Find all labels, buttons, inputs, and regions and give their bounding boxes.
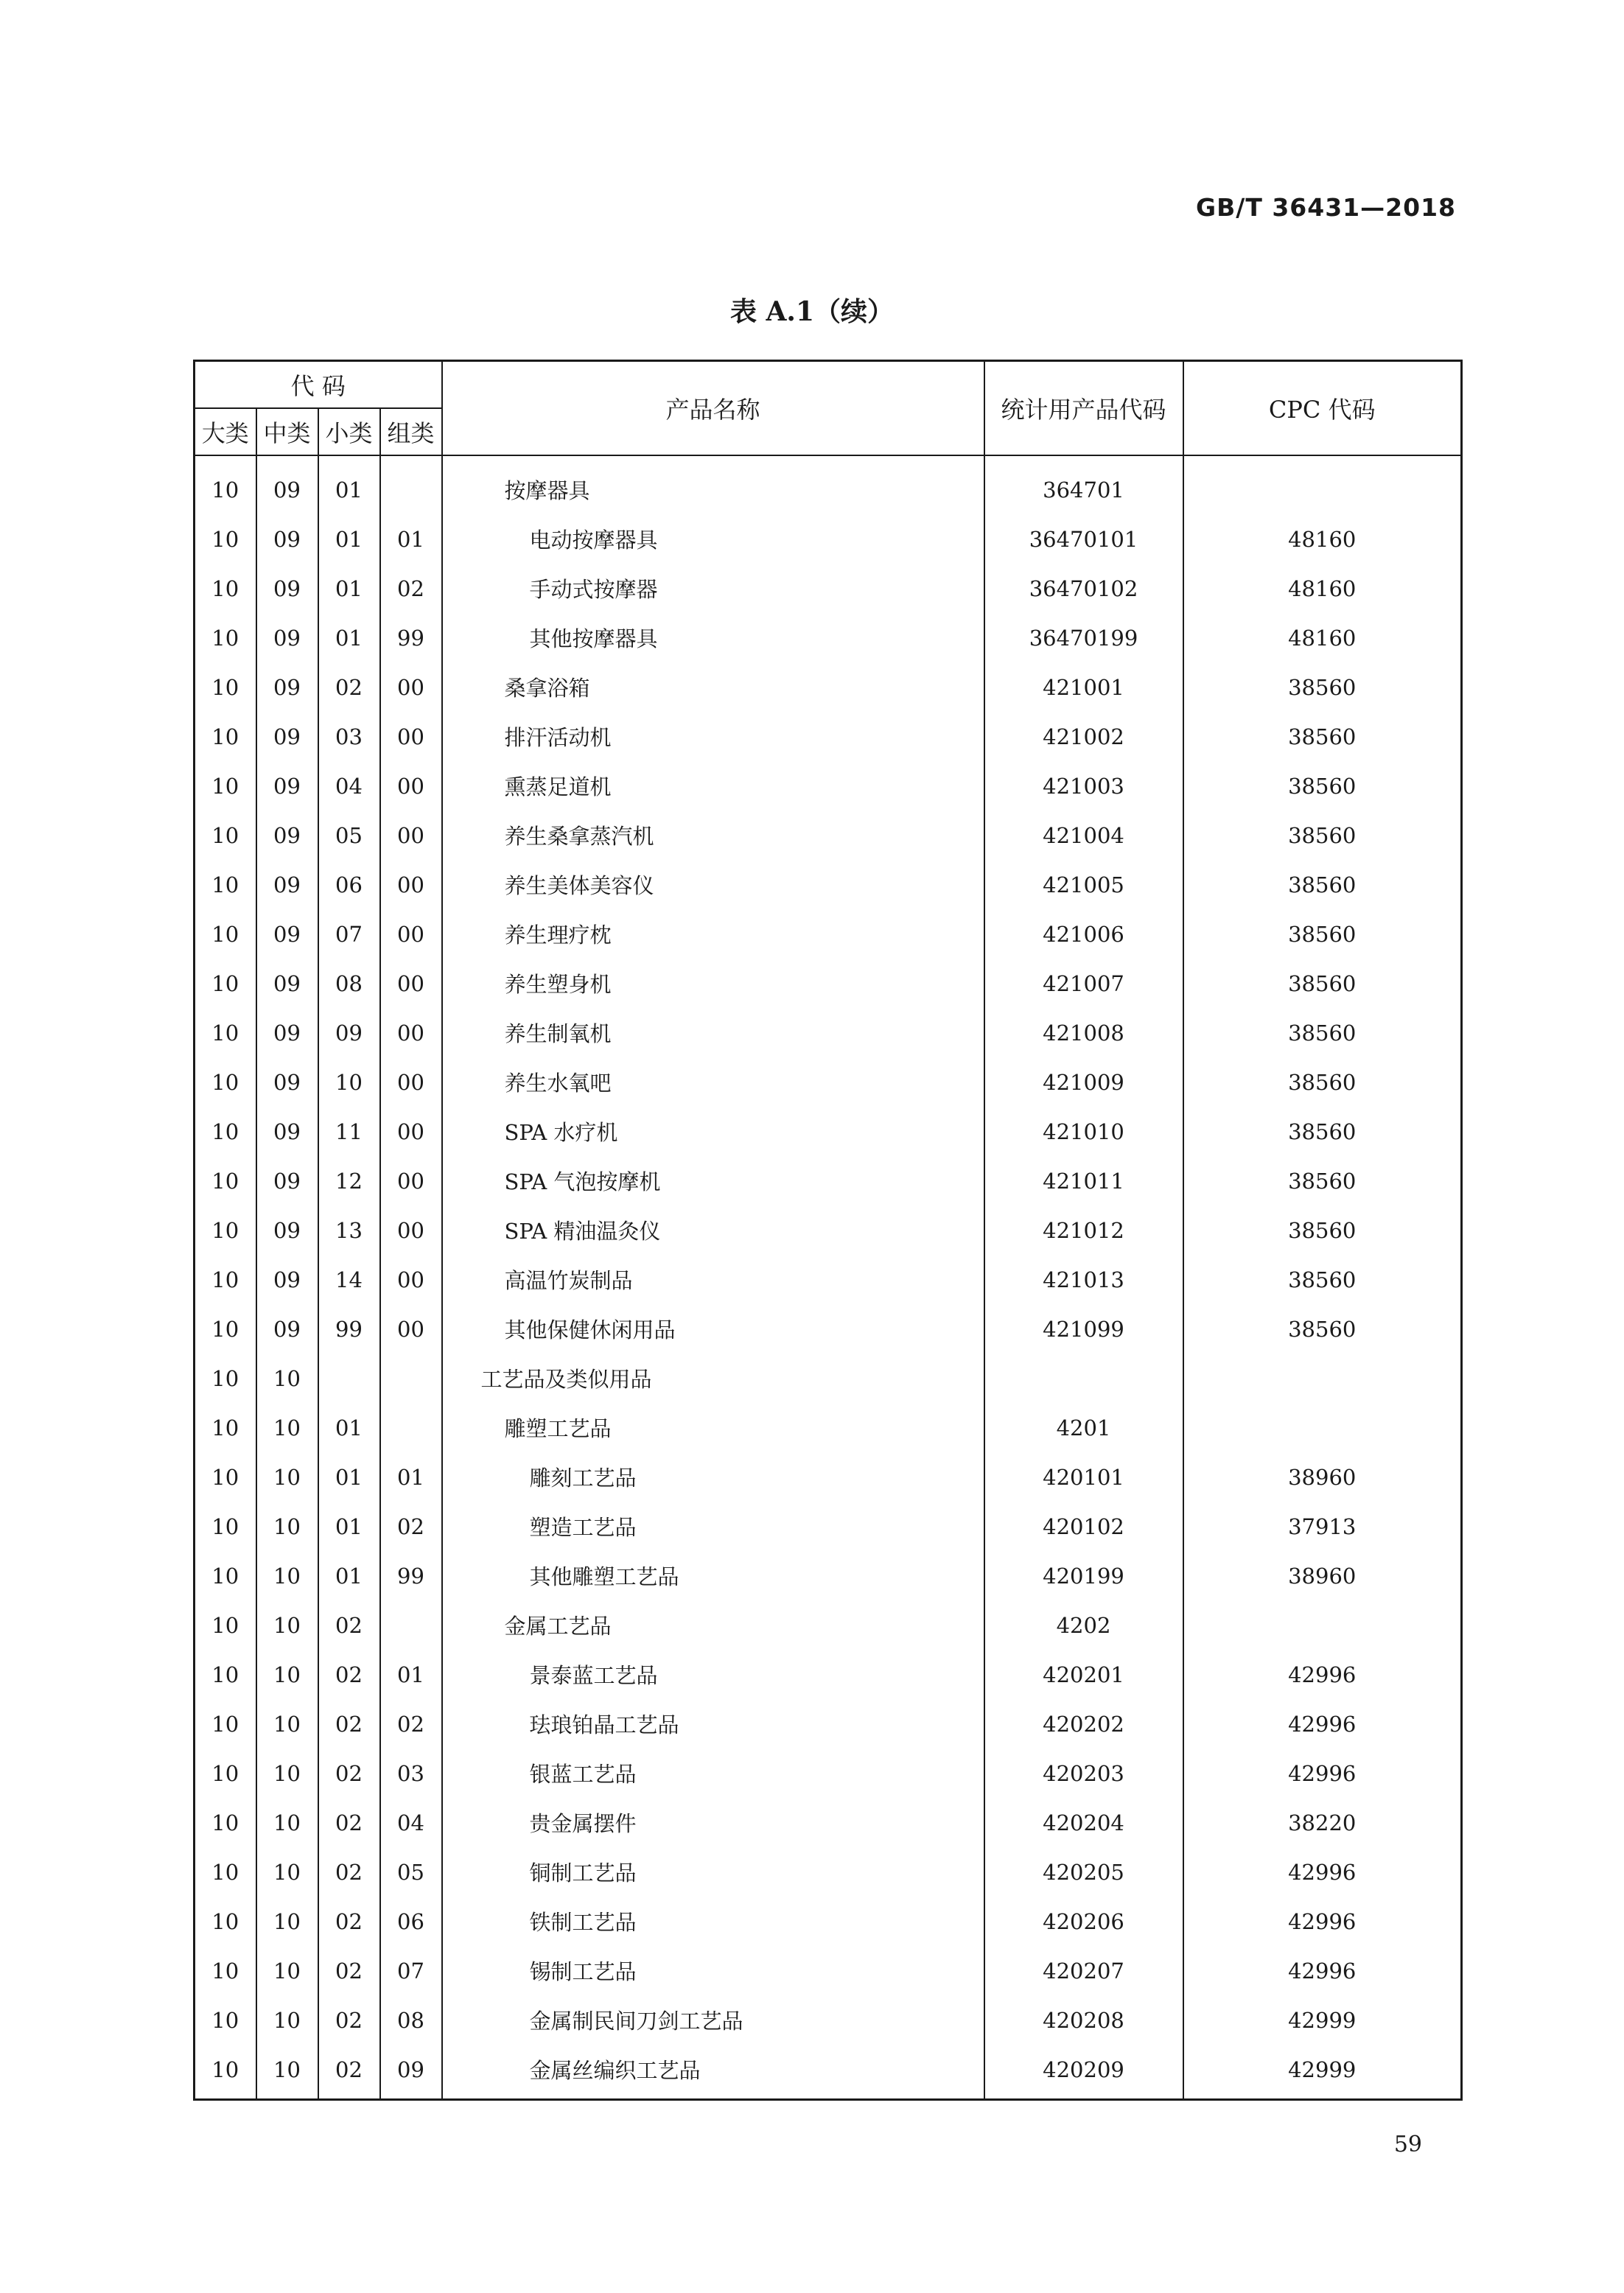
- major-class-cell: 10: [195, 1304, 256, 1354]
- product-name-cell: 雕刻工艺品: [442, 1452, 984, 1502]
- major-class-cell: 10: [195, 1057, 256, 1107]
- product-name-cell: 锡制工艺品: [442, 1946, 984, 1995]
- minor-class-cell: 11: [318, 1107, 380, 1156]
- table-row: [195, 1304, 1462, 1354]
- table-row: [195, 1551, 1462, 1600]
- medium-class-cell: 09: [256, 662, 318, 712]
- stat-code-cell: 36470102: [984, 564, 1183, 613]
- minor-class-cell: 12: [318, 1156, 380, 1205]
- cpc-code-cell: 38560: [1183, 1255, 1462, 1304]
- medium-class-cell: 10: [256, 1650, 318, 1699]
- major-class-cell: 10: [195, 1551, 256, 1600]
- group-class-cell: 00: [380, 662, 442, 712]
- table-row: [195, 514, 1462, 564]
- table-row: [195, 811, 1462, 860]
- group-class-cell: [380, 455, 442, 514]
- minor-class-cell: 02: [318, 662, 380, 712]
- stat-code-cell: 421003: [984, 761, 1183, 811]
- major-class-header: 大类: [195, 408, 256, 455]
- major-class-cell: 10: [195, 1650, 256, 1699]
- medium-class-cell: 09: [256, 613, 318, 662]
- table-row: [195, 564, 1462, 613]
- minor-class-cell: 01: [318, 1452, 380, 1502]
- stat-code-cell: 420101: [984, 1452, 1183, 1502]
- major-class-cell: 10: [195, 811, 256, 860]
- table-row: [195, 712, 1462, 761]
- major-class-cell: 10: [195, 514, 256, 564]
- minor-class-cell: 10: [318, 1057, 380, 1107]
- table-row: [195, 860, 1462, 909]
- minor-class-cell: 08: [318, 959, 380, 1008]
- stat-code-cell: 4201: [984, 1403, 1183, 1452]
- medium-class-cell: 09: [256, 1107, 318, 1156]
- major-class-cell: 10: [195, 1107, 256, 1156]
- major-class-cell: 10: [195, 613, 256, 662]
- minor-class-cell: 02: [318, 1600, 380, 1650]
- cpc-code-cell: 38560: [1183, 761, 1462, 811]
- table-row: [195, 1502, 1462, 1551]
- major-class-cell: 10: [195, 1798, 256, 1847]
- product-name-cell: SPA 水疗机: [442, 1107, 984, 1156]
- product-name-cell: 雕塑工艺品: [442, 1403, 984, 1452]
- medium-class-cell: 09: [256, 1255, 318, 1304]
- minor-class-cell: 02: [318, 1946, 380, 1995]
- stat-code-cell: 421004: [984, 811, 1183, 860]
- stat-code-cell: 421006: [984, 909, 1183, 959]
- cpc-code-cell: 38560: [1183, 1304, 1462, 1354]
- cpc-code-header: CPC 代码: [1183, 361, 1462, 456]
- cpc-code-cell: 38560: [1183, 662, 1462, 712]
- cpc-code-cell: 38560: [1183, 712, 1462, 761]
- table-row: [195, 1008, 1462, 1057]
- product-name-cell: 手动式按摩器: [442, 564, 984, 613]
- stat-code-cell: 421012: [984, 1205, 1183, 1255]
- minor-class-cell: 05: [318, 811, 380, 860]
- group-class-cell: 02: [380, 1699, 442, 1748]
- medium-class-cell: 09: [256, 1205, 318, 1255]
- major-class-cell: 10: [195, 1156, 256, 1205]
- product-name-cell: 银蓝工艺品: [442, 1748, 984, 1798]
- medium-class-cell: 10: [256, 1847, 318, 1897]
- cpc-code-cell: 42996: [1183, 1748, 1462, 1798]
- major-class-cell: 10: [195, 1600, 256, 1650]
- major-class-cell: 10: [195, 1502, 256, 1551]
- product-name-cell: 养生桑拿蒸汽机: [442, 811, 984, 860]
- stat-code-cell: 420205: [984, 1847, 1183, 1897]
- medium-class-cell: 09: [256, 514, 318, 564]
- group-class-cell: 04: [380, 1798, 442, 1847]
- table-row: [195, 1354, 1462, 1403]
- minor-class-cell: 02: [318, 1798, 380, 1847]
- group-class-cell: 06: [380, 1897, 442, 1946]
- cpc-code-cell: [1183, 455, 1462, 514]
- product-name-cell: 高温竹炭制品: [442, 1255, 984, 1304]
- group-class-cell: 05: [380, 1847, 442, 1897]
- medium-class-cell: 10: [256, 2045, 318, 2100]
- cpc-code-cell: 42999: [1183, 1995, 1462, 2045]
- product-name-cell: 其他保健休闲用品: [442, 1304, 984, 1354]
- group-class-cell: 09: [380, 2045, 442, 2100]
- minor-class-cell: 02: [318, 1650, 380, 1699]
- major-class-cell: 10: [195, 1995, 256, 2045]
- product-name-cell: 工艺品及类似用品: [442, 1354, 984, 1403]
- product-code-table: [193, 360, 1463, 2101]
- table-body: [195, 455, 1462, 2100]
- cpc-code-cell: 38560: [1183, 1205, 1462, 1255]
- group-class-cell: 00: [380, 1107, 442, 1156]
- minor-class-cell: 02: [318, 2045, 380, 2100]
- stat-code-cell: 420199: [984, 1551, 1183, 1600]
- stat-code-cell: 4202: [984, 1600, 1183, 1650]
- medium-class-cell: 10: [256, 1600, 318, 1650]
- cpc-code-cell: [1183, 1354, 1462, 1403]
- standard-number: GB/T 36431—2018: [1196, 193, 1456, 222]
- product-name-cell: 养生美体美容仪: [442, 860, 984, 909]
- group-class-cell: [380, 1600, 442, 1650]
- medium-class-cell: 10: [256, 1748, 318, 1798]
- minor-class-cell: 09: [318, 1008, 380, 1057]
- table-row: [195, 2045, 1462, 2100]
- product-name-cell: 电动按摩器具: [442, 514, 984, 564]
- major-class-cell: 10: [195, 2045, 256, 2100]
- major-class-cell: 10: [195, 860, 256, 909]
- product-name-cell: SPA 精油温灸仪: [442, 1205, 984, 1255]
- code-group-header: 代 码: [195, 361, 442, 409]
- product-name-cell: 贵金属摆件: [442, 1798, 984, 1847]
- group-class-cell: 00: [380, 860, 442, 909]
- stat-code-cell: 420204: [984, 1798, 1183, 1847]
- cpc-code-cell: 38960: [1183, 1551, 1462, 1600]
- group-class-cell: 00: [380, 1205, 442, 1255]
- table-row: [195, 909, 1462, 959]
- stat-code-cell: 420208: [984, 1995, 1183, 2045]
- cpc-code-cell: 42996: [1183, 1699, 1462, 1748]
- table-row: [195, 1798, 1462, 1847]
- minor-class-cell: 02: [318, 1995, 380, 2045]
- product-name-cell: 熏蒸足道机: [442, 761, 984, 811]
- minor-class-cell: [318, 1354, 380, 1403]
- medium-class-cell: 09: [256, 712, 318, 761]
- cpc-code-cell: 38220: [1183, 1798, 1462, 1847]
- table-row: [195, 1255, 1462, 1304]
- group-class-cell: 99: [380, 613, 442, 662]
- table-title: 表 A.1（续）: [729, 296, 895, 327]
- stat-code-cell: 36470199: [984, 613, 1183, 662]
- group-class-cell: 07: [380, 1946, 442, 1995]
- product-name-cell: 养生水氧吧: [442, 1057, 984, 1107]
- stat-code-cell: 421007: [984, 959, 1183, 1008]
- minor-class-cell: 01: [318, 514, 380, 564]
- cpc-code-cell: 42996: [1183, 1650, 1462, 1699]
- stat-code-cell: 421010: [984, 1107, 1183, 1156]
- medium-class-cell: 10: [256, 1551, 318, 1600]
- medium-class-cell: 09: [256, 455, 318, 514]
- stat-code-cell: 421002: [984, 712, 1183, 761]
- major-class-cell: 10: [195, 455, 256, 514]
- stat-code-cell: 421008: [984, 1008, 1183, 1057]
- major-class-cell: 10: [195, 959, 256, 1008]
- stat-code-cell: 420102: [984, 1502, 1183, 1551]
- group-class-cell: 03: [380, 1748, 442, 1798]
- group-class-cell: 01: [380, 1650, 442, 1699]
- group-class-cell: 02: [380, 1502, 442, 1551]
- stat-code-cell: 420201: [984, 1650, 1183, 1699]
- medium-class-cell: 09: [256, 909, 318, 959]
- major-class-cell: 10: [195, 662, 256, 712]
- minor-class-cell: 01: [318, 1551, 380, 1600]
- table-row: [195, 1650, 1462, 1699]
- major-class-cell: 10: [195, 909, 256, 959]
- medium-class-cell: 09: [256, 1156, 318, 1205]
- group-class-cell: 00: [380, 1156, 442, 1205]
- medium-class-cell: 09: [256, 1057, 318, 1107]
- product-name-cell: 景泰蓝工艺品: [442, 1650, 984, 1699]
- group-class-header: 组类: [380, 408, 442, 455]
- table-row: [195, 959, 1462, 1008]
- minor-class-cell: 02: [318, 1897, 380, 1946]
- cpc-code-cell: 48160: [1183, 564, 1462, 613]
- medium-class-cell: 09: [256, 959, 318, 1008]
- product-name-cell: 塑造工艺品: [442, 1502, 984, 1551]
- minor-class-cell: 02: [318, 1847, 380, 1897]
- table-row: [195, 1452, 1462, 1502]
- minor-class-cell: 01: [318, 1403, 380, 1452]
- medium-class-cell: 09: [256, 761, 318, 811]
- major-class-cell: 10: [195, 1946, 256, 1995]
- minor-class-cell: 01: [318, 613, 380, 662]
- product-name-header: 产品名称: [442, 361, 984, 456]
- group-class-cell: 00: [380, 811, 442, 860]
- product-name-cell: 养生制氧机: [442, 1008, 984, 1057]
- group-class-cell: 00: [380, 1304, 442, 1354]
- cpc-code-cell: [1183, 1600, 1462, 1650]
- cpc-code-cell: 38560: [1183, 1057, 1462, 1107]
- stat-code-cell: 420206: [984, 1897, 1183, 1946]
- stat-code-cell: 36470101: [984, 514, 1183, 564]
- cpc-code-cell: 42996: [1183, 1847, 1462, 1897]
- major-class-cell: 10: [195, 1699, 256, 1748]
- group-class-cell: 00: [380, 1255, 442, 1304]
- page-number: 59: [1393, 2132, 1422, 2157]
- major-class-cell: 10: [195, 1452, 256, 1502]
- table-row: [195, 1205, 1462, 1255]
- cpc-code-cell: 38560: [1183, 1156, 1462, 1205]
- minor-class-cell: 99: [318, 1304, 380, 1354]
- medium-class-cell: 10: [256, 1897, 318, 1946]
- product-name-cell: 金属工艺品: [442, 1600, 984, 1650]
- stat-code-cell: 421011: [984, 1156, 1183, 1205]
- minor-class-cell: 06: [318, 860, 380, 909]
- minor-class-cell: 04: [318, 761, 380, 811]
- minor-class-cell: 01: [318, 1502, 380, 1551]
- minor-class-cell: 02: [318, 1699, 380, 1748]
- group-class-cell: 00: [380, 909, 442, 959]
- stat-code-cell: 420203: [984, 1748, 1183, 1798]
- table-row: [195, 761, 1462, 811]
- group-class-cell: 01: [380, 1452, 442, 1502]
- table-row: [195, 1995, 1462, 2045]
- product-name-cell: 养生理疗枕: [442, 909, 984, 959]
- minor-class-header: 小类: [318, 408, 380, 455]
- medium-class-cell: 09: [256, 1304, 318, 1354]
- cpc-code-cell: 42996: [1183, 1946, 1462, 1995]
- major-class-cell: 10: [195, 761, 256, 811]
- group-class-cell: 01: [380, 514, 442, 564]
- cpc-code-cell: [1183, 1403, 1462, 1452]
- medium-class-header: 中类: [256, 408, 318, 455]
- stat-code-cell: 421005: [984, 860, 1183, 909]
- major-class-cell: 10: [195, 1847, 256, 1897]
- cpc-code-cell: 48160: [1183, 514, 1462, 564]
- product-name-cell: SPA 气泡按摩机: [442, 1156, 984, 1205]
- group-class-cell: 00: [380, 712, 442, 761]
- major-class-cell: 10: [195, 1255, 256, 1304]
- group-class-cell: 99: [380, 1551, 442, 1600]
- cpc-code-cell: 48160: [1183, 613, 1462, 662]
- medium-class-cell: 09: [256, 811, 318, 860]
- major-class-cell: 10: [195, 1403, 256, 1452]
- cpc-code-cell: 37913: [1183, 1502, 1462, 1551]
- minor-class-cell: 01: [318, 455, 380, 514]
- stat-code-header: 统计用产品代码: [984, 361, 1183, 456]
- medium-class-cell: 10: [256, 1699, 318, 1748]
- product-name-cell: 养生塑身机: [442, 959, 984, 1008]
- table-row: [195, 1699, 1462, 1748]
- medium-class-cell: 10: [256, 1502, 318, 1551]
- table-row: [195, 1057, 1462, 1107]
- table-row: [195, 613, 1462, 662]
- cpc-code-cell: 38560: [1183, 1008, 1462, 1057]
- group-class-cell: 02: [380, 564, 442, 613]
- major-class-cell: 10: [195, 1354, 256, 1403]
- table-row: [195, 1600, 1462, 1650]
- group-class-cell: 08: [380, 1995, 442, 2045]
- table-row: [195, 1107, 1462, 1156]
- stat-code-cell: 421009: [984, 1057, 1183, 1107]
- cpc-code-cell: 38560: [1183, 811, 1462, 860]
- product-name-cell: 珐琅铂晶工艺品: [442, 1699, 984, 1748]
- minor-class-cell: 02: [318, 1748, 380, 1798]
- stat-code-cell: 421099: [984, 1304, 1183, 1354]
- group-class-cell: 00: [380, 959, 442, 1008]
- table-row: [195, 1156, 1462, 1205]
- stat-code-cell: 420202: [984, 1699, 1183, 1748]
- table-row: [195, 455, 1462, 514]
- stat-code-cell: 364701: [984, 455, 1183, 514]
- major-class-cell: 10: [195, 564, 256, 613]
- stat-code-cell: 420207: [984, 1946, 1183, 1995]
- major-class-cell: 10: [195, 1008, 256, 1057]
- minor-class-cell: 01: [318, 564, 380, 613]
- major-class-cell: 10: [195, 712, 256, 761]
- stat-code-cell: 421001: [984, 662, 1183, 712]
- table-row: [195, 1897, 1462, 1946]
- cpc-code-cell: 42996: [1183, 1897, 1462, 1946]
- major-class-cell: 10: [195, 1205, 256, 1255]
- product-name-cell: 桑拿浴箱: [442, 662, 984, 712]
- medium-class-cell: 09: [256, 1008, 318, 1057]
- medium-class-cell: 10: [256, 1403, 318, 1452]
- cpc-code-cell: 38960: [1183, 1452, 1462, 1502]
- product-name-cell: 金属制民间刀剑工艺品: [442, 1995, 984, 2045]
- cpc-code-cell: 38560: [1183, 909, 1462, 959]
- stat-code-cell: 420209: [984, 2045, 1183, 2100]
- group-class-cell: [380, 1354, 442, 1403]
- table-row: [195, 1748, 1462, 1798]
- table-row: [195, 1946, 1462, 1995]
- major-class-cell: 10: [195, 1748, 256, 1798]
- group-class-cell: 00: [380, 1057, 442, 1107]
- stat-code-cell: [984, 1354, 1183, 1403]
- group-class-cell: 00: [380, 761, 442, 811]
- product-name-cell: 铜制工艺品: [442, 1847, 984, 1897]
- product-name-cell: 金属丝编织工艺品: [442, 2045, 984, 2100]
- medium-class-cell: 10: [256, 1946, 318, 1995]
- product-name-cell: 按摩器具: [442, 455, 984, 514]
- group-class-cell: 00: [380, 1008, 442, 1057]
- medium-class-cell: 09: [256, 564, 318, 613]
- stat-code-cell: 421013: [984, 1255, 1183, 1304]
- major-class-cell: 10: [195, 1897, 256, 1946]
- product-name-cell: 其他按摩器具: [442, 613, 984, 662]
- medium-class-cell: 09: [256, 860, 318, 909]
- product-name-cell: 其他雕塑工艺品: [442, 1551, 984, 1600]
- medium-class-cell: 10: [256, 1995, 318, 2045]
- table-row: [195, 662, 1462, 712]
- minor-class-cell: 14: [318, 1255, 380, 1304]
- table-row: [195, 1847, 1462, 1897]
- cpc-code-cell: 42999: [1183, 2045, 1462, 2100]
- medium-class-cell: 10: [256, 1452, 318, 1502]
- minor-class-cell: 03: [318, 712, 380, 761]
- group-class-cell: [380, 1403, 442, 1452]
- cpc-code-cell: 38560: [1183, 1107, 1462, 1156]
- table-row: [195, 1403, 1462, 1452]
- minor-class-cell: 07: [318, 909, 380, 959]
- cpc-code-cell: 38560: [1183, 860, 1462, 909]
- medium-class-cell: 10: [256, 1798, 318, 1847]
- medium-class-cell: 10: [256, 1354, 318, 1403]
- product-name-cell: 铁制工艺品: [442, 1897, 984, 1946]
- minor-class-cell: 13: [318, 1205, 380, 1255]
- product-name-cell: 排汗活动机: [442, 712, 984, 761]
- cpc-code-cell: 38560: [1183, 959, 1462, 1008]
